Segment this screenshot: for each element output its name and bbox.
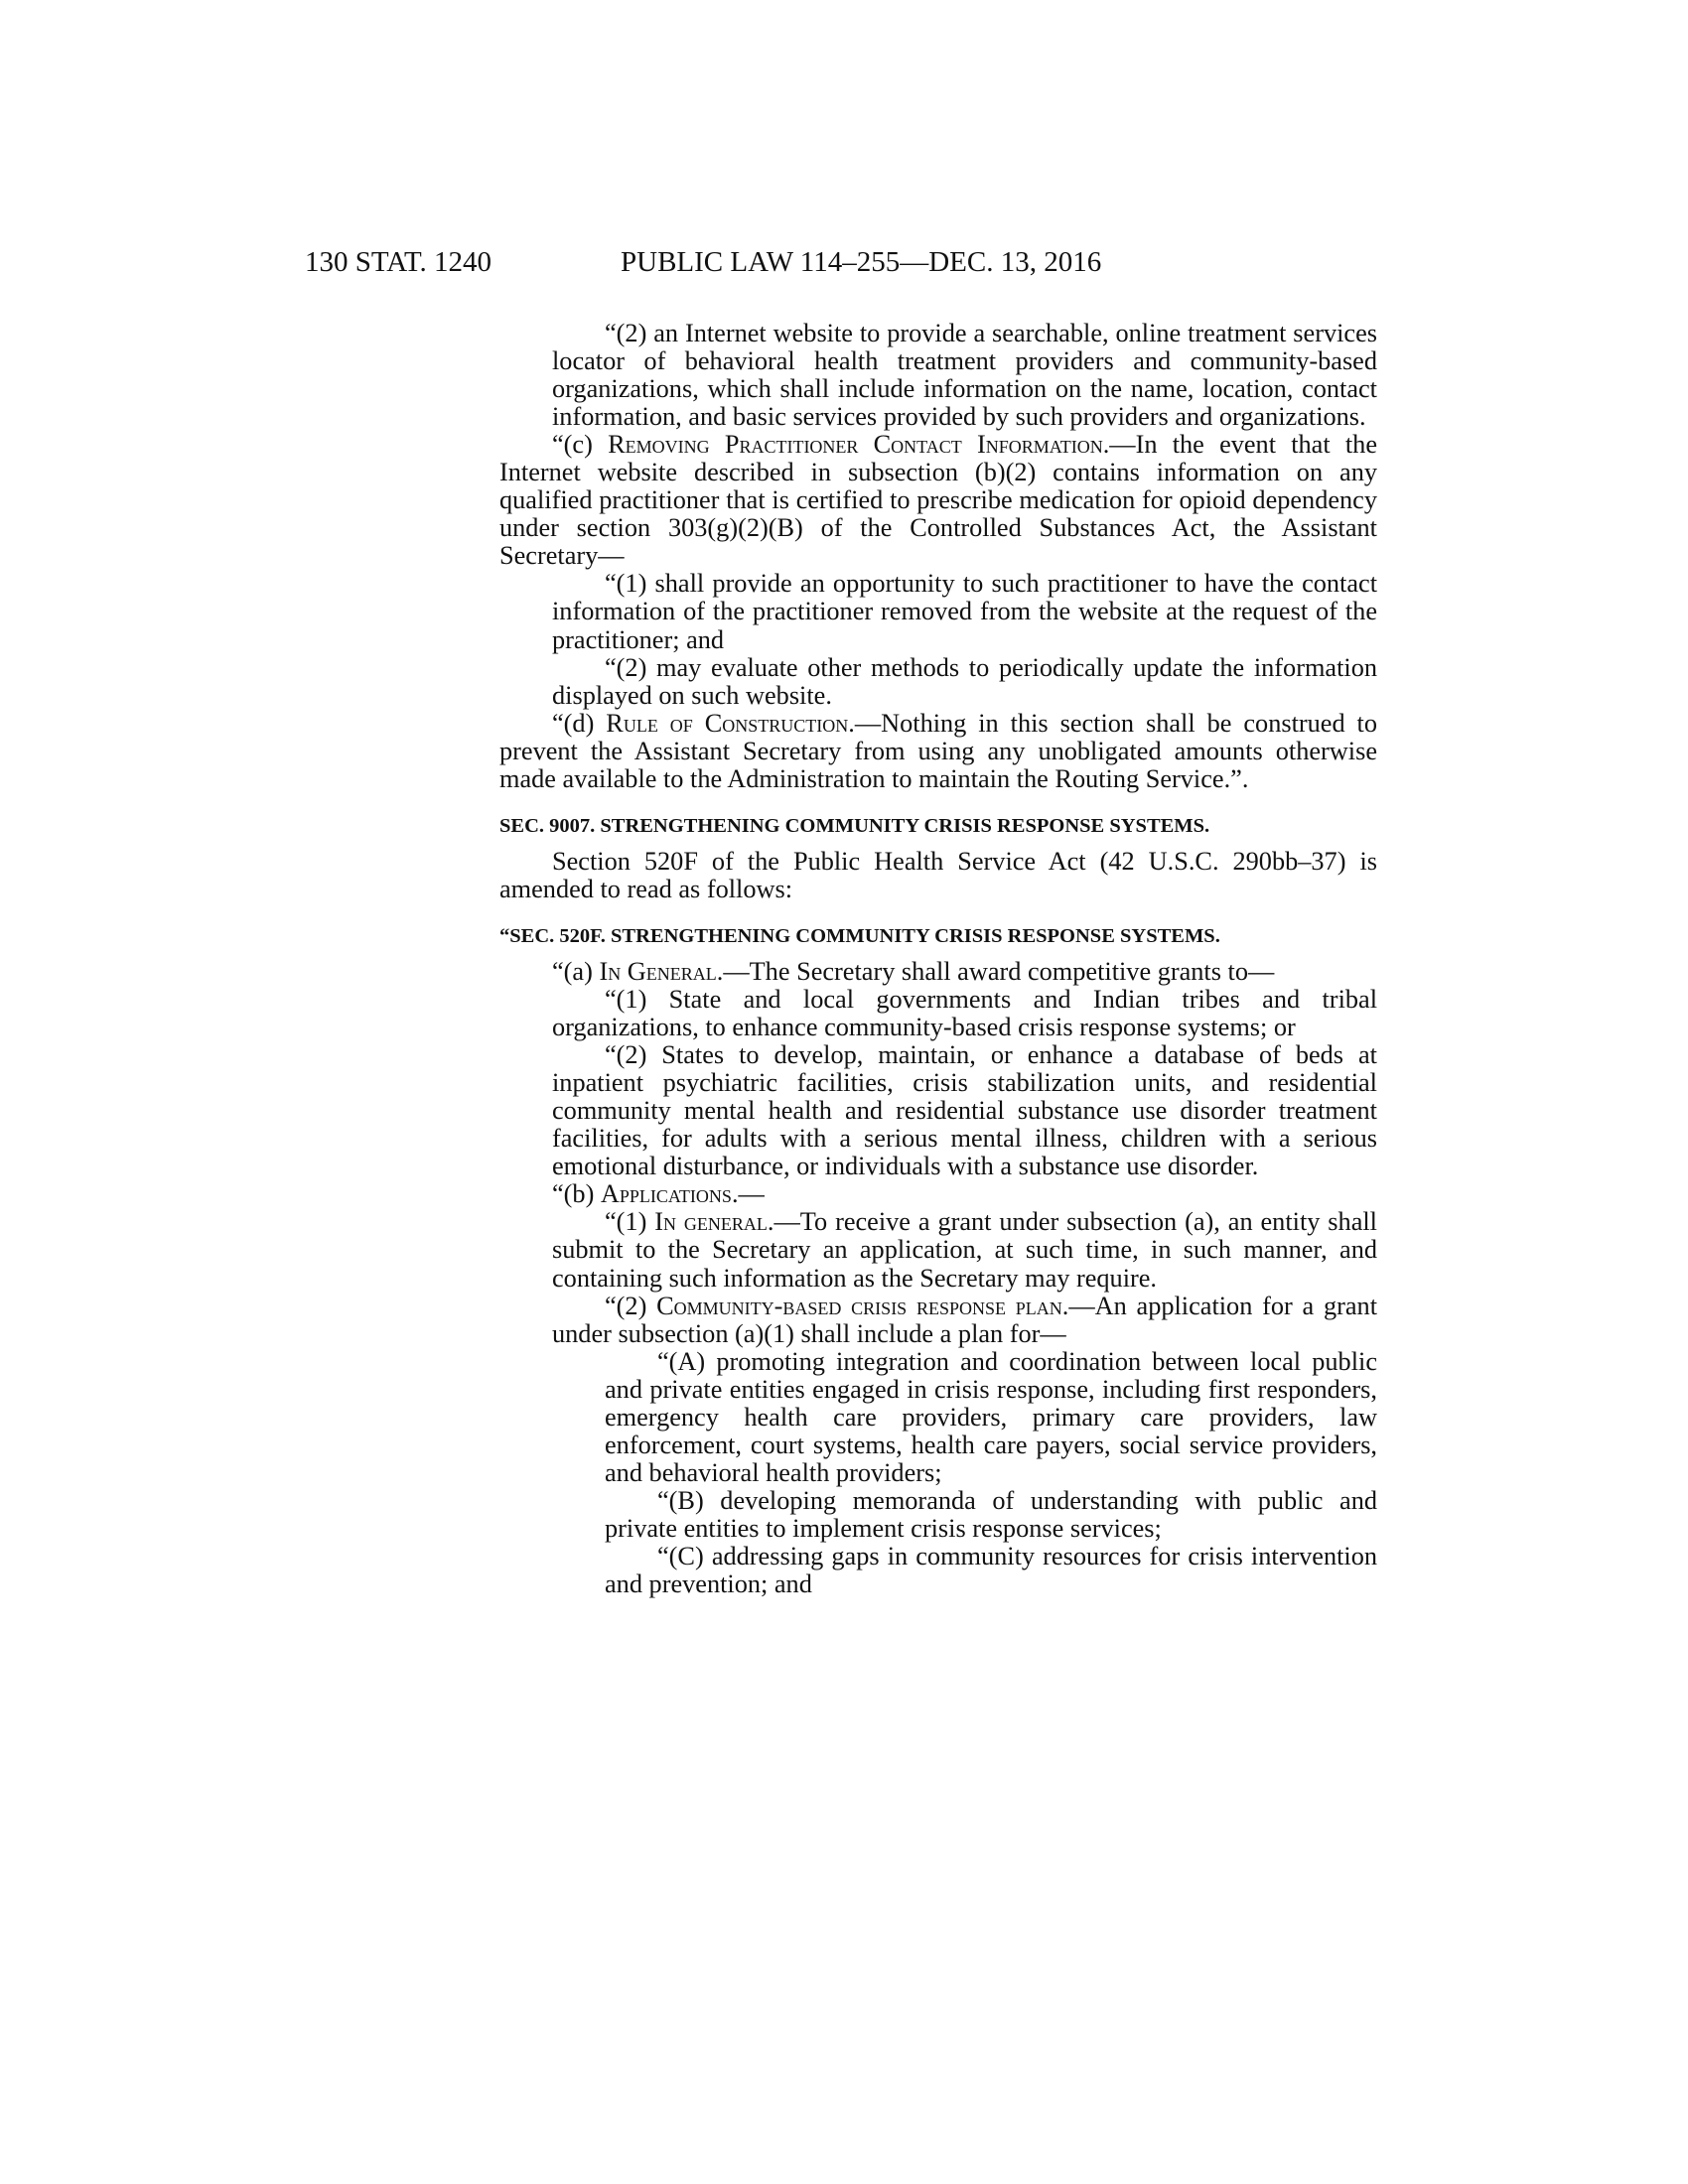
page-header: [305, 246, 1377, 290]
subsection-d-prefix: “(d): [552, 708, 607, 738]
subsection-c-heading: Removing Practitioner Contact Information: [608, 430, 1103, 460]
subsection-b-heading: Applications: [600, 1179, 732, 1209]
subsection-b-prefix: “(b): [552, 1179, 601, 1209]
paragraph-b2-website: “(2) an Internet website to provide a searchable, online treatment services locator of behavioral health treatment providers and community-based organizations, which shall include information on the name, location, contact information, and basic services provided by such providers and organizations.: [552, 319, 1377, 432]
subparagraph-A: “(A) promoting integration and coordination between local public and private entities engaged in crisis response, including first responders, emergency health care providers, primary care providers, law enforcement, court systems, health care payers, social service providers, and behavioral health providers;: [605, 1346, 1377, 1487]
section-9007-text: Section 520F of the Public Health Service Act (42 U.S.C. 290bb–37) is amended to read as follows:: [499, 846, 1377, 903]
paragraph-b1: [499, 1208, 1377, 1292]
document-body: [499, 320, 1377, 1598]
subsection-a-heading: In General: [599, 956, 717, 986]
subsection-d: [499, 710, 1377, 793]
subsection-c-text: .—In the event that the Internet website described in subsection (b)(2) contains information on any qualified practitioner that is certified to prescribe medication for opioid dependency under section 303(g)(2)(B) of the Controlled Substances Act, the Assistant Secretary—: [499, 430, 1377, 571]
subsection-d-heading: Rule of Construction: [606, 708, 849, 738]
subsection-c: [499, 431, 1377, 570]
paragraph-b1-heading: In general: [654, 1207, 768, 1237]
public-law-citation: PUBLIC LAW 114–255—DEC. 13, 2016: [621, 246, 1102, 278]
paragraph-b1-prefix: “(1): [605, 1207, 655, 1237]
subsection-d-text: .—Nothing in this section shall be construed to prevent the Assistant Secretary from using any unobligated amounts otherwise made available to the Administration to maintain the Routing Service.”.: [499, 708, 1377, 793]
subsection-a-prefix: “(a): [552, 956, 600, 986]
paragraph-b2-prefix: “(2): [605, 1291, 657, 1320]
subparagraph-B: “(B) developing memoranda of understanding with public and private entities to implement crisis response services;: [605, 1485, 1377, 1543]
paragraph-a1: “(1) State and local governments and Indian tribes and tribal organizations, to enhance community-based crisis response systems; or: [552, 985, 1377, 1042]
paragraph-b1-text: .—To receive a grant under subsection (a), an entity shall submit to the Secretary an application, at such time, in such manner, and containing such information as the Secretary may require.: [552, 1207, 1377, 1293]
paragraph-b2-text: .—An application for a grant under subsection (a)(1) shall include a plan for—: [552, 1291, 1377, 1348]
subparagraph-C: “(C) addressing gaps in community resources for crisis intervention and prevention; and: [605, 1541, 1377, 1599]
section-520f-heading: “SEC. 520F. STRENGTHENING COMMUNITY CRISIS RESPONSE SYSTEMS.: [499, 924, 1220, 947]
subsection-b: [499, 1180, 1377, 1208]
subsection-a: [499, 958, 1377, 986]
paragraph-c2: “(2) may evaluate other methods to periodically update the information displayed on such website.: [552, 652, 1377, 710]
subsection-b-text: .—: [731, 1179, 765, 1209]
statute-page-number: 130 STAT. 1240: [305, 246, 492, 278]
subsection-c-prefix: “(c): [552, 430, 609, 460]
paragraph-b2: [499, 1293, 1377, 1348]
section-9007-heading: SEC. 9007. STRENGTHENING COMMUNITY CRISIS RESPONSE SYSTEMS.: [499, 814, 1210, 837]
paragraph-c1: “(1) shall provide an opportunity to such practitioner to have the contact information of the practitioner removed from the website at the request of the practitioner; and: [552, 569, 1377, 654]
paragraph-b2-heading: Community-based crisis response plan: [656, 1291, 1062, 1320]
subsection-a-text: .—The Secretary shall award competitive grants to—: [716, 956, 1275, 986]
paragraph-a2: “(2) States to develop, maintain, or enhance a database of beds at inpatient psychiatric facilities, crisis stabilization units, and residential community mental health and residential substance use disorder treatment facilities, for adults with a serious mental illness, children with a serious emotional disturbance, or individuals with a substance use disorder.: [552, 1040, 1377, 1181]
